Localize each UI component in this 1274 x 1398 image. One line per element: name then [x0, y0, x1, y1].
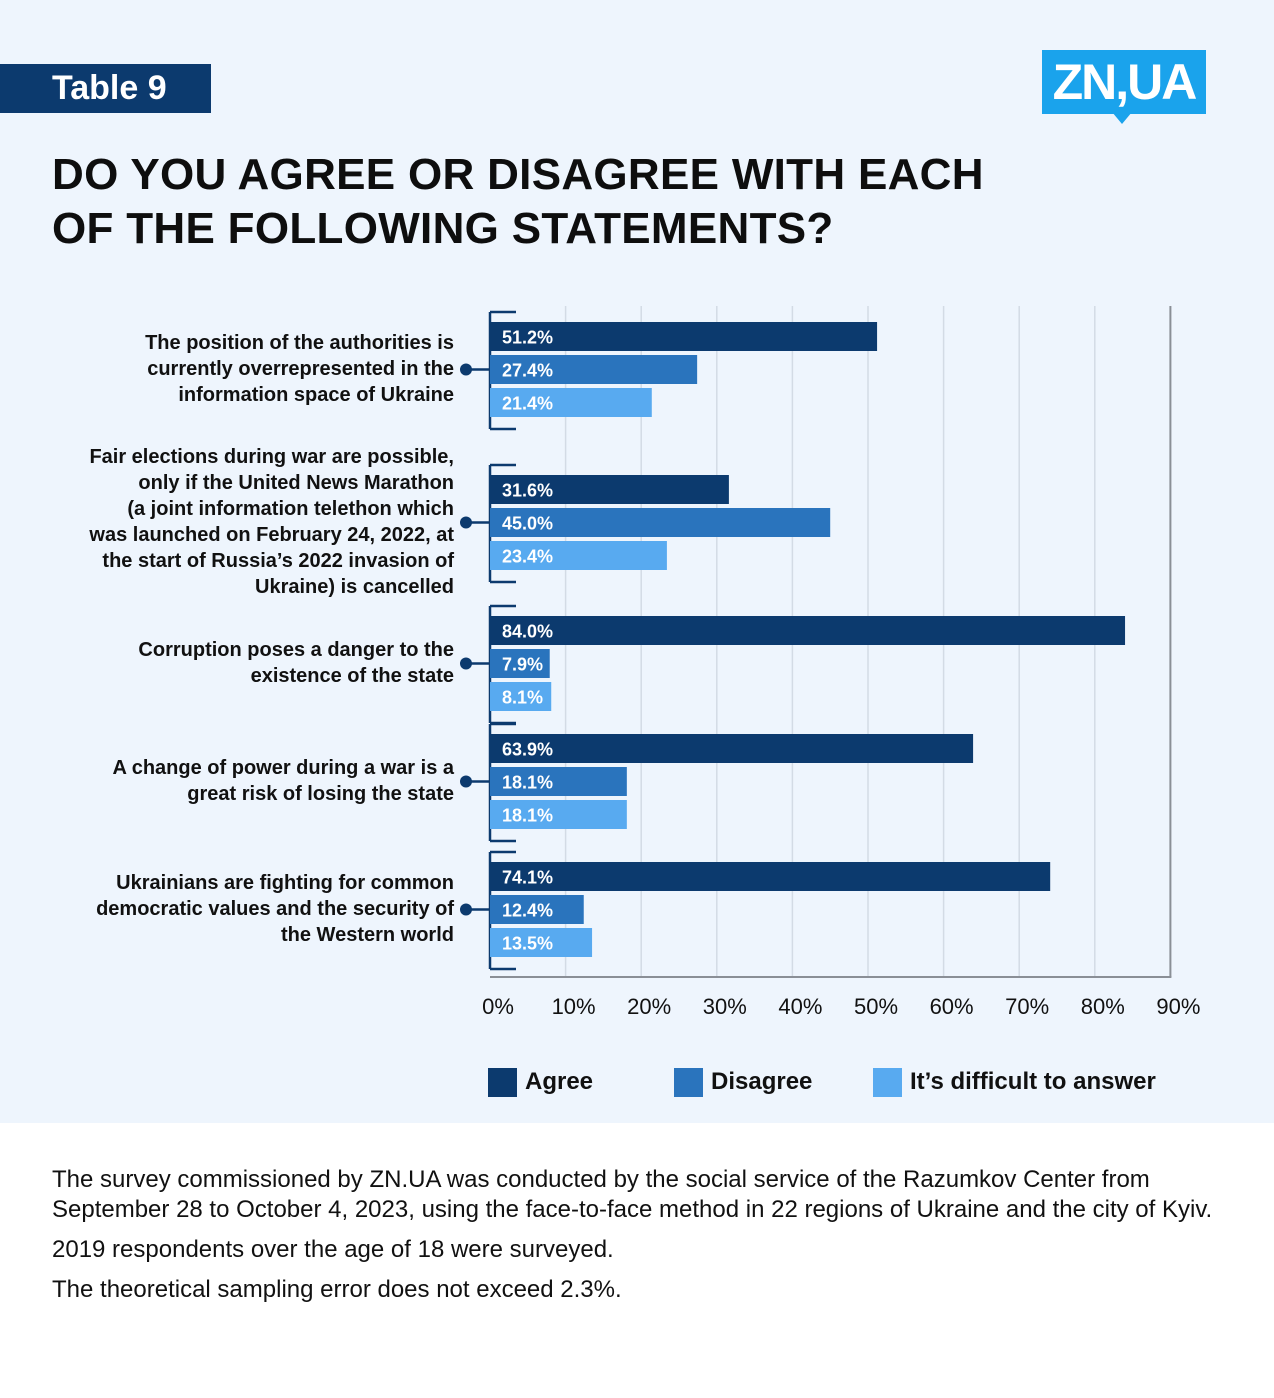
data-label: 7.9% [502, 654, 544, 675]
data-label: 18.1% [502, 805, 554, 826]
data-label: 23.4% [502, 546, 554, 567]
category-label-line: only if the United News Marathon [138, 471, 454, 494]
x-tick-label: 60% [929, 994, 974, 1019]
category-label [20, 444, 454, 600]
category-label-line: currently overrepresented in the [147, 357, 454, 380]
data-label: 18.1% [502, 772, 554, 793]
legend-swatch-disagree [674, 1068, 703, 1097]
category-label-line: the start of Russia’s 2022 invasion of [102, 549, 454, 572]
category-label-line: democratic values and the security of [96, 897, 454, 920]
category-label-line: A change of power during a war is a [112, 756, 454, 779]
x-tick-label: 90% [1156, 994, 1201, 1019]
legend-label-difficult: It’s difficult to answer [910, 1068, 1156, 1095]
data-label: 45.0% [502, 513, 554, 534]
category-dot [460, 517, 472, 529]
title-line: OF THE FOLLOWING STATEMENTS? [52, 204, 834, 253]
note-paragraph: The theoretical sampling error does not exceed 2.3%. [52, 1276, 622, 1303]
category-label-line: existence of the state [250, 664, 454, 687]
category-label [20, 330, 454, 408]
category-dot [460, 904, 472, 916]
legend-label-disagree: Disagree [711, 1068, 813, 1095]
note-paragraph: 2019 respondents over the age of 18 were surveyed. [52, 1236, 614, 1263]
category-label-line: great risk of losing the state [187, 782, 454, 805]
x-tick-label: 10% [551, 994, 596, 1019]
note-paragraph: The survey commissioned by ZN.UA was conducted by the social service of the Razumkov Center from September 28 to October 4, 2023, using the face-to-face method in 22 regions of Ukraine and the city of Kyiv. [52, 1166, 1213, 1223]
category-dot [460, 658, 472, 670]
category-label-line: was launched on February 24, 2022, at [89, 523, 454, 546]
category-label-line: Ukraine) is cancelled [255, 575, 454, 598]
category-label [20, 870, 454, 948]
data-label: 31.6% [502, 480, 554, 501]
category-label-line: Corruption poses a danger to the [138, 638, 454, 661]
category-label-line: Fair elections during war are possible, [89, 445, 454, 468]
category-label-line: Ukrainians are fighting for common [116, 871, 454, 894]
data-label: 74.1% [502, 867, 554, 888]
legend-swatch-agree [488, 1068, 517, 1097]
bar [490, 862, 1050, 891]
data-label: 63.9% [502, 739, 554, 760]
x-tick-label: 0% [482, 994, 514, 1019]
survey-notes [52, 1165, 1242, 1315]
x-tick-label: 70% [1005, 994, 1050, 1019]
data-label: 84.0% [502, 621, 554, 642]
category-dot [460, 776, 472, 788]
legend-label-agree: Agree [525, 1068, 594, 1095]
category-dot [460, 364, 472, 376]
data-label: 8.1% [502, 687, 544, 708]
category-label [20, 755, 454, 807]
legend-swatch-difficult [873, 1068, 902, 1097]
data-label: 21.4% [502, 393, 554, 414]
category-label-line: The position of the authorities is [145, 331, 454, 354]
znua-logo[interactable]: ZN,UA [1042, 50, 1206, 114]
data-label: 51.2% [502, 327, 554, 348]
category-label [20, 637, 454, 689]
data-label: 12.4% [502, 900, 554, 921]
data-label: 27.4% [502, 360, 554, 381]
category-label-line: information space of Ukraine [178, 383, 454, 406]
bar [490, 616, 1125, 645]
x-tick-label: 80% [1080, 994, 1125, 1019]
table-number-badge: Table 9 [0, 64, 211, 113]
x-tick-label: 50% [853, 994, 899, 1019]
x-tick-label: 40% [778, 994, 823, 1019]
category-label-line: (a joint information telethon which [127, 497, 454, 520]
bar [490, 734, 973, 763]
category-label-line: the Western world [281, 923, 454, 946]
data-label: 13.5% [502, 933, 554, 954]
x-tick-label: 20% [627, 994, 672, 1019]
x-tick-label: 30% [702, 994, 747, 1019]
title-line: DO YOU AGREE OR DISAGREE WITH EACH [52, 150, 984, 199]
